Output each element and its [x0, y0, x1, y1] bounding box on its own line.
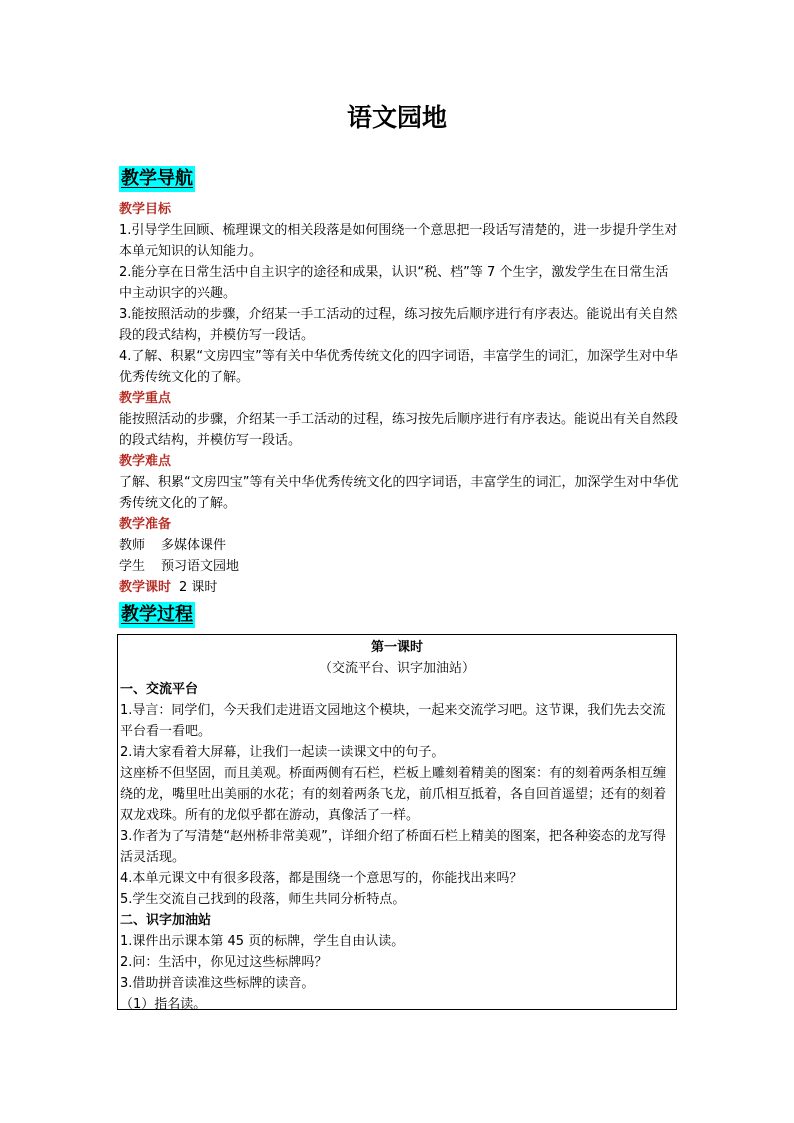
lesson-subtitle: （交流平台、识字加油站）: [318, 661, 475, 676]
preparation-teacher: [119, 535, 679, 556]
literacy-line-2: 2.问：生活中，你见过这些标牌吗？: [120, 955, 328, 970]
student-preparation: 预习语文园地: [161, 559, 240, 574]
exchange-line-2: 2.请大家看着大屏幕，让我们一起读一读课文中的句子。: [120, 745, 445, 760]
exchange-line-3: 这座桥不但坚固，而且美观。桥面两侧有石栏，栏板上雕刻着精美的图案：有的刻着两条相互缠绕的龙，嘴里吐出美丽的水花；有的刻着两条飞龙，前爪相互抵着，各自回首遥望；还有的刻着双龙戏珠。所有的龙似乎都在游动，真像活了一样。: [120, 766, 667, 823]
exchange-line-1: 1.导言：同学们，今天我们走进语文园地这个模块，一起来交流学习吧。这节课，我们先去交流平台看一看吧。: [120, 703, 666, 739]
literacy-line-4: （1）指名读。: [120, 997, 207, 1012]
difficulties-label: 教学难点: [119, 454, 172, 469]
document-title: 语文园地: [346, 103, 447, 132]
goal-item-4: 4.了解、积累“文房四宝”等有关中华优秀传统文化的四字词语，丰富学生的词汇，加深学生对中华优秀传统文化的了解。: [119, 349, 678, 385]
teacher-preparation: 多媒体课件: [161, 538, 227, 553]
key-points-label: 教学重点: [119, 391, 172, 406]
preparation-label: 教学准备: [119, 517, 172, 532]
teacher-role: 教师: [119, 538, 146, 553]
lesson-title: 第一课时: [370, 640, 423, 655]
goal-item-1: 1.引导学生回顾、梳理课文的相关段落是如何围绕一个意思把一段话写清楚的，进一步提升学生对本单元知识的认知能力。: [119, 223, 678, 259]
section-exchange-platform-title: 一、交流平台: [120, 682, 199, 697]
exchange-line-4: 3.作者为了写清楚“赵州桥非常美观”，详细介绍了桥面石栏上精美的图案，把各种姿态的龙写得活灵活现。: [120, 829, 666, 865]
difficulties-text: 了解、积累“文房四宝”等有关中华优秀传统文化的四字词语，丰富学生的词汇，加深学生对中华优秀传统文化的了解。: [119, 475, 679, 511]
preparation-student: [119, 556, 679, 577]
goal-item-3: 3.能按照活动的步骤，介绍某一手工活动的过程，练习按先后顺序进行有序表达。能说出有关自然段的段式结构，并模仿写一段话。: [119, 307, 678, 343]
literacy-line-3: 3.借助拼音读准这些标牌的读音。: [120, 976, 315, 991]
teaching-navigation-content: [119, 199, 679, 598]
class-hours-value: 2 课时: [179, 580, 218, 595]
lesson-one-box: [117, 634, 677, 1010]
goal-item-2: 2.能分享在日常生活中自主识字的途径和成果，认识“税、档”等 7 个生字，激发学生在日常生活中主动识字的兴趣。: [119, 265, 669, 301]
teaching-navigation-heading: 教学导航: [119, 166, 195, 192]
literacy-line-1: 1.课件出示课本第 45 页的标牌，学生自由认读。: [120, 934, 405, 949]
class-hours-row: [119, 577, 679, 598]
goals-label: 教学目标: [119, 202, 172, 217]
exchange-line-5: 4.本单元课文中有很多段落，都是围绕一个意思写的，你能找出来吗？: [120, 871, 523, 886]
class-hours-label: 教学课时: [119, 580, 172, 595]
teaching-process-heading: 教学过程: [119, 602, 195, 628]
section-literacy-title: 二、识字加油站: [120, 913, 212, 928]
student-role: 学生: [119, 559, 146, 574]
exchange-line-6: 5.学生交流自己找到的段落，师生共同分析特点。: [120, 892, 406, 907]
key-points-text: 能按照活动的步骤，介绍某一手工活动的过程，练习按先后顺序进行有序表达。能说出有关自然段的段式结构，并模仿写一段话。: [119, 412, 679, 448]
